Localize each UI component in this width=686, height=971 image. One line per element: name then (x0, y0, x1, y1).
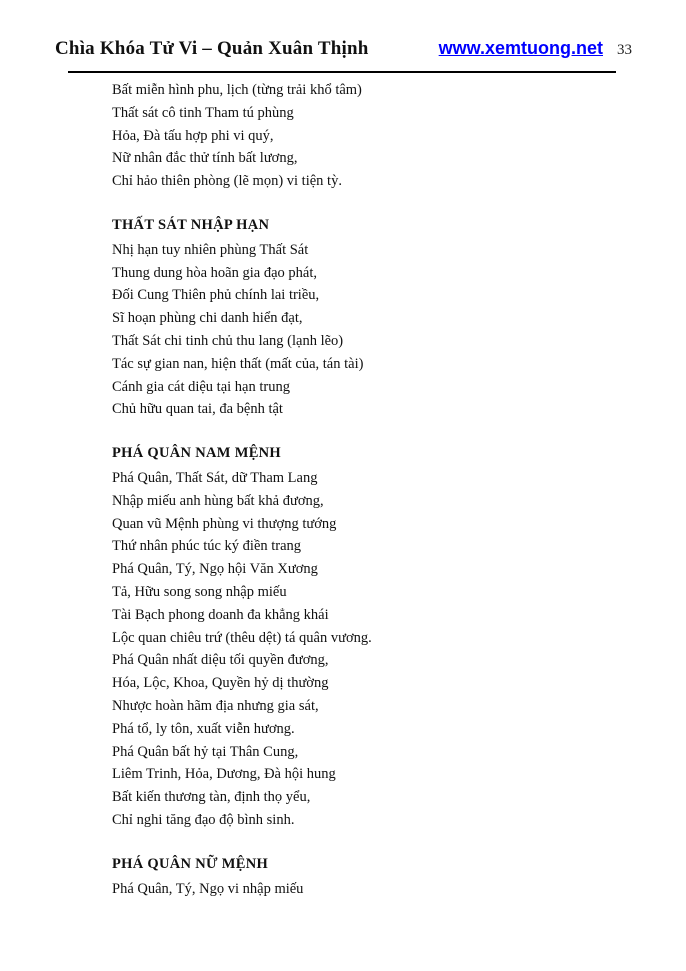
header-divider (68, 71, 616, 73)
poem-line: Chủ hữu quan tai, đa bệnh tật (112, 401, 283, 418)
poem-line: Nữ nhân đắc thử tính bất lương, (112, 150, 298, 167)
section-heading: PHÁ QUÂN NỮ MỆNH (112, 855, 269, 872)
poem-line: Nhược hoàn hãm địa nhưng gia sát, (112, 697, 319, 714)
poem-section (112, 442, 592, 832)
poem-line: Phá Quân, Tý, Ngọ hội Văn Xương (112, 561, 318, 578)
section-heading: PHÁ QUÂN NAM MỆNH (112, 445, 282, 462)
poem-line: Sĩ hoạn phùng chi danh hiển đạt, (112, 310, 303, 327)
section-heading: THẤT SÁT NHẬP HẠN (112, 216, 270, 233)
poem-line: Quan vũ Mệnh phùng vi thượng tướng (112, 515, 337, 532)
poem-line: Cánh gia cát diệu tại hạn trung (112, 378, 290, 395)
poem-section (112, 853, 592, 901)
poem-line: Hóa, Lộc, Khoa, Quyền hỷ dị thường (112, 675, 329, 692)
poem-section (112, 214, 592, 421)
poem-line: Hỏa, Đà tấu hợp phi vi quý, (112, 127, 274, 144)
poem-line: Chỉ nghi tăng đạo độ bình sinh. (112, 811, 295, 828)
website-link[interactable]: www.xemtuong.net (438, 38, 603, 58)
document-title: Chìa Khóa Tử Vi – Quản Xuân Thịnh (55, 38, 369, 59)
poem-line: Chỉ hảo thiên phòng (lẽ mọn) vi tiện tỳ. (112, 173, 342, 190)
poem-line: Nhị hạn tuy nhiên phùng Thất Sát (112, 241, 309, 258)
page-header (55, 38, 632, 60)
poem-section (112, 79, 592, 193)
poem-line: Thất Sát chi tinh chủ thu lang (lạnh lẽo) (112, 332, 344, 349)
poem-line: Bất miễn hình phu, lịch (từng trải khổ tâm) (112, 82, 362, 98)
poem-line: Đối Cung Thiên phủ chính lai triều, (112, 287, 320, 304)
poem-line: Bất kiến thương tàn, định thọ yểu, (112, 789, 311, 806)
poem-line: Tác sự gian nan, hiện thất (mất của, tán tài) (112, 355, 364, 372)
poem-line: Phá Quân bất hỷ tại Thân Cung, (112, 743, 299, 760)
poem-line: Tả, Hữu song song nhập miếu (112, 583, 287, 600)
poem-line: Phá Quân, Thất Sát, dữ Tham Lang (112, 469, 318, 486)
poem-line: Thứ nhân phúc túc ký điền trang (112, 538, 302, 555)
page-number: 33 (617, 42, 632, 58)
poem-line: Nhập miếu anh hùng bất khả đương, (112, 492, 324, 509)
header-right (439, 38, 632, 59)
poem-line: Thung dung hòa hoãn gia đạo phát, (112, 264, 317, 281)
poem-line: Phá tổ, ly tôn, xuất viễn hương. (112, 720, 295, 737)
poem-line: Liêm Trinh, Hỏa, Dương, Đà hội hung (112, 766, 336, 783)
poem-line: Phá Quân nhất diệu tối quyền đương, (112, 652, 329, 669)
poem-line: Thất sát cô tinh Tham tú phùng (112, 104, 294, 121)
poem-line: Lộc quan chiêu trứ (thêu dệt) tá quân vương. (112, 629, 372, 646)
poem-line: Tài Bạch phong doanh đa khẳng khái (112, 606, 329, 623)
poem-line: Phá Quân, Tý, Ngọ vi nhập miếu (112, 880, 304, 897)
document-body (112, 79, 592, 900)
